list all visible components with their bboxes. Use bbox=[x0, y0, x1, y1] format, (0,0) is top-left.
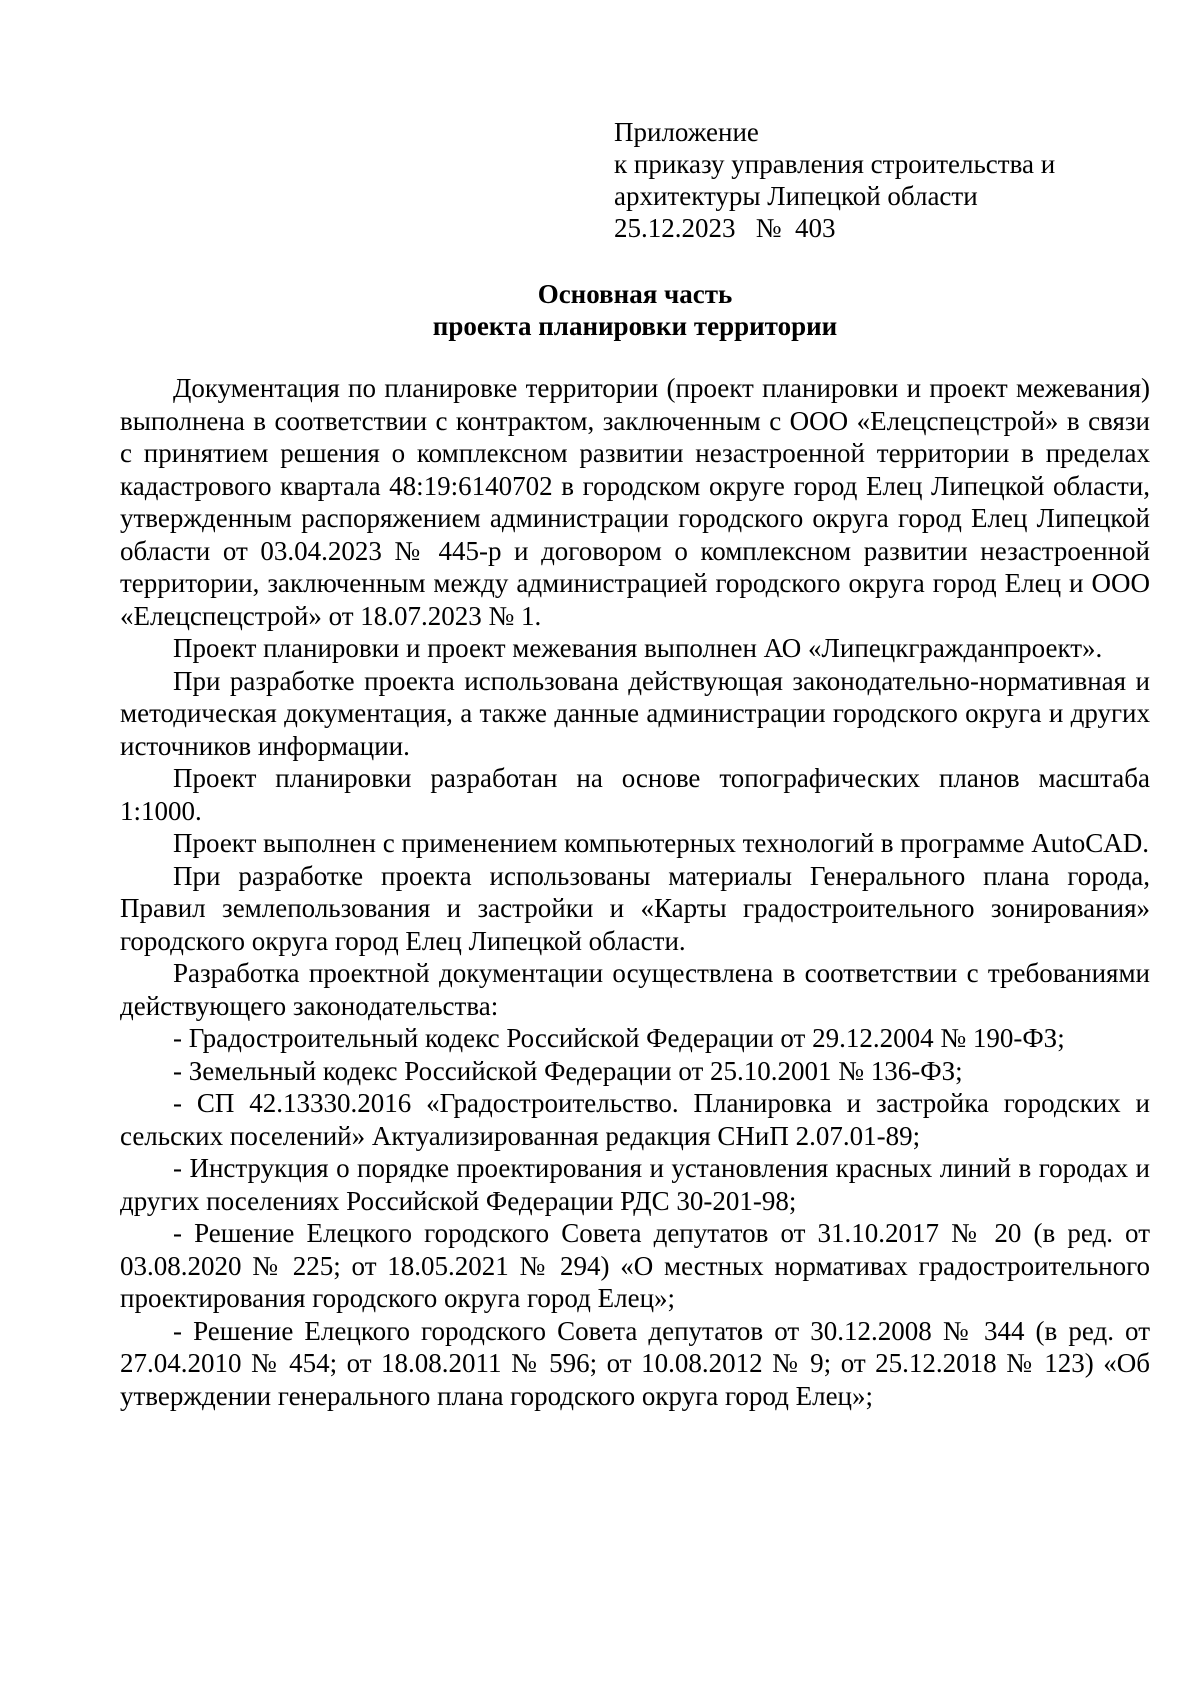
title-line-2: проекта планировки территории bbox=[432, 311, 838, 341]
paragraph-regulatory-docs: При разработке проекта использована действующая законодательно-нормативная и методическая документация, а также данные администрации городского округа и других источников информации. bbox=[120, 665, 1150, 761]
paragraph-general-plan-materials: При разработке проекта использованы материалы Генерального плана города, Правил землепользования и застройки и «Карты градостроительного зонирования» городского округа город Елец Липецкой области. bbox=[120, 860, 1150, 956]
list-item-red-lines-instruction: - Инструкция о порядке проектирования и установления красных линий в городах и других поселениях Российской Федерации РДС 30-201-98; bbox=[120, 1153, 1150, 1216]
paragraph-documentation: Документация по планировке территории (проект планировки и проект межевания) выполнена в соответствии с контрактом, заключенным с ООО «Елецспецстрой» в связи с принятием решения о комплексном развитии незастроенной территории в пределах кадастрового квартала 48:19:6140702 в городском округе город Елец Липецкой области, утвержденным распоряжением администрации городского округа город Елец Липецкой области от 03.04.2023 № 445-р и договором о комплексном развитии незастроенной территории, заключенным между администрацией городского округа город Елец и ООО «Елецспецстрой» от 18.07.2023 № 1. bbox=[120, 373, 1150, 631]
appendix-line-1: Приложение bbox=[614, 117, 759, 147]
list-item-decision-local-norms: - Решение Елецкого городского Совета депутатов от 31.10.2017 № 20 (в ред. от 03.08.2020 № 225; от 18.05.2021 № 294) «О местных нормативах градостроительного проектирования городского округа город Елец»; bbox=[120, 1218, 1150, 1313]
list-item-urban-code: - Градостроительный кодекс Российской Федерации от 29.12.2004 № 190-ФЗ; bbox=[173, 1023, 1065, 1053]
document-body bbox=[120, 372, 1150, 1412]
appendix-line-2: к приказу управления строительства и bbox=[614, 149, 1056, 179]
title-line-1: Основная часть bbox=[537, 279, 733, 309]
paragraph-autocad: Проект выполнен с применением компьютерных технологий в программе AutoCAD. bbox=[173, 828, 1149, 858]
list-item-land-code: - Земельный кодекс Российской Федерации от 25.10.2001 № 136-ФЗ; bbox=[173, 1055, 963, 1086]
paragraph-executor: Проект планировки и проект межевания выполнен АО «Липецкгражданпроект». bbox=[173, 633, 1103, 663]
appendix-line-4: 25.12.2023 № 403 bbox=[614, 213, 836, 243]
list-item-sp-42: - СП 42.13330.2016 «Градостроительство. Планировка и застройка городских и сельских поселений» Актуализированная редакция СНиП 2.07.01-89; bbox=[120, 1088, 1150, 1151]
appendix-line-3: архитектуры Липецкой области bbox=[614, 181, 978, 211]
document-title bbox=[120, 278, 1150, 342]
paragraph-legislation-intro: Разработка проектной документации осуществлена в соответствии с требованиями действующего законодательства: bbox=[120, 958, 1150, 1021]
appendix-header bbox=[614, 116, 1174, 244]
paragraph-topographic-plans: Проект планировки разработан на основе топографических планов масштаба 1:1000. bbox=[120, 763, 1150, 826]
list-item-decision-general-plan: - Решение Елецкого городского Совета депутатов от 30.12.2008 № 344 (в ред. от 27.04.2010 № 454; от 18.08.2011 № 596; от 10.08.2012 № 9; от 25.12.2018 № 123) «Об утверждении генерального плана городского округа город Елец»; bbox=[120, 1315, 1150, 1411]
